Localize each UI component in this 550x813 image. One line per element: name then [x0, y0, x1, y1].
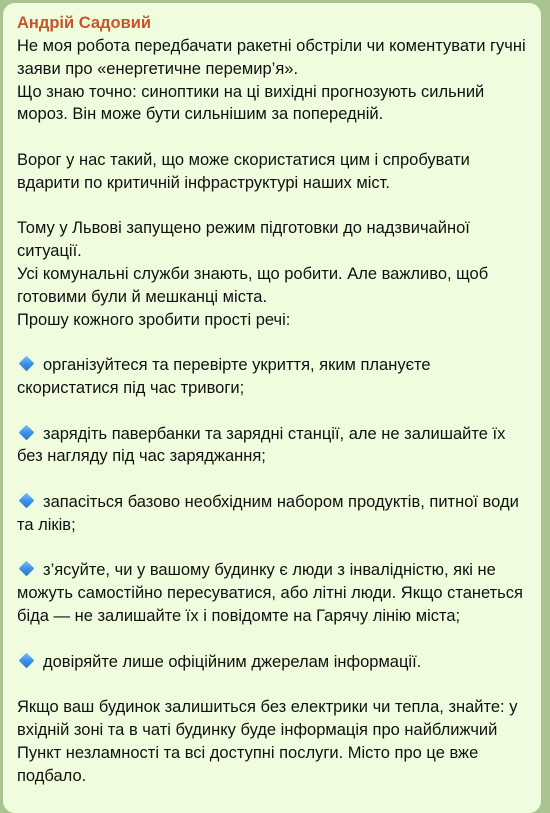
message-paragraph: Ворог у нас такий, що може скористатися цим і спробувати вдарити по критичній інфраструктурі наших міст. — [17, 150, 470, 192]
small-blue-diamond-icon — [17, 562, 39, 576]
paragraph-gap — [17, 628, 527, 651]
bullet-item — [17, 354, 527, 400]
message-paragraph: Що знаю точно: синоптики на ці вихідні прогнозують сильний мороз. Він може бути сильнішим за попередній. — [17, 82, 485, 124]
bullet-item — [17, 423, 527, 469]
small-blue-diamond-icon — [17, 426, 39, 440]
author-name[interactable]: Андрій Садовий — [17, 14, 152, 32]
paragraph-gap — [17, 468, 527, 491]
message-paragraph: Усі комунальні служби знають, що робити. Але важливо, щоб готовими були й мешканці міста. — [17, 264, 489, 306]
small-blue-diamond-icon — [17, 654, 39, 668]
message-paragraph: Не моя робота передбачати ракетні обстріли чи коментувати гучні заяви про «енергетичне перемир’я». — [17, 37, 526, 78]
bullet-text: організуйтеся та перевірте укриття, яким плануєте скористатися під час тривоги; — [17, 356, 431, 397]
small-blue-diamond-icon — [17, 494, 39, 508]
bullet-text: довіряйте лише офіційним джерелам інформації. — [43, 652, 422, 671]
bullet-item — [17, 651, 527, 674]
paragraph-gap — [17, 126, 527, 149]
message-paragraph: Тому у Львові запущено режим підготовки до надзвичайної ситуації. — [17, 219, 470, 261]
paragraph-gap — [17, 400, 527, 423]
bullet-text: з’ясуйте, чи у вашому будинку є люди з інвалідністю, які не можуть самостійно пересуватися, або літні люди. Якщо станеться біда — не залишайте їх і повідомте на Гарячу лінію міста; — [17, 561, 523, 625]
paragraph-gap — [17, 331, 527, 354]
bullet-text: зарядіть павербанки та зарядні станції, але не залишайте їх без нагляду під час заряджання; — [17, 424, 506, 466]
message-paragraph: Якщо ваш будинок залишиться без електрики чи тепла, знайте: у вхідній зоні та в чаті будинку буде інформація про найближчий Пункт незламності та всі доступні послуги. Місто про це вже подбало. — [17, 698, 518, 785]
bullet-item — [17, 559, 527, 627]
message-bubble[interactable] — [3, 3, 541, 813]
paragraph-gap — [17, 195, 527, 218]
paragraph-gap — [17, 537, 527, 560]
message-text — [17, 35, 527, 787]
bullet-text: запасіться базово необхідним набором продуктів, питної води та ліків; — [17, 492, 519, 534]
bullet-item — [17, 491, 527, 537]
paragraph-gap — [17, 673, 527, 696]
message-paragraph: Прошу кожного зробити прості речі: — [17, 310, 291, 329]
small-blue-diamond-icon — [17, 357, 39, 371]
